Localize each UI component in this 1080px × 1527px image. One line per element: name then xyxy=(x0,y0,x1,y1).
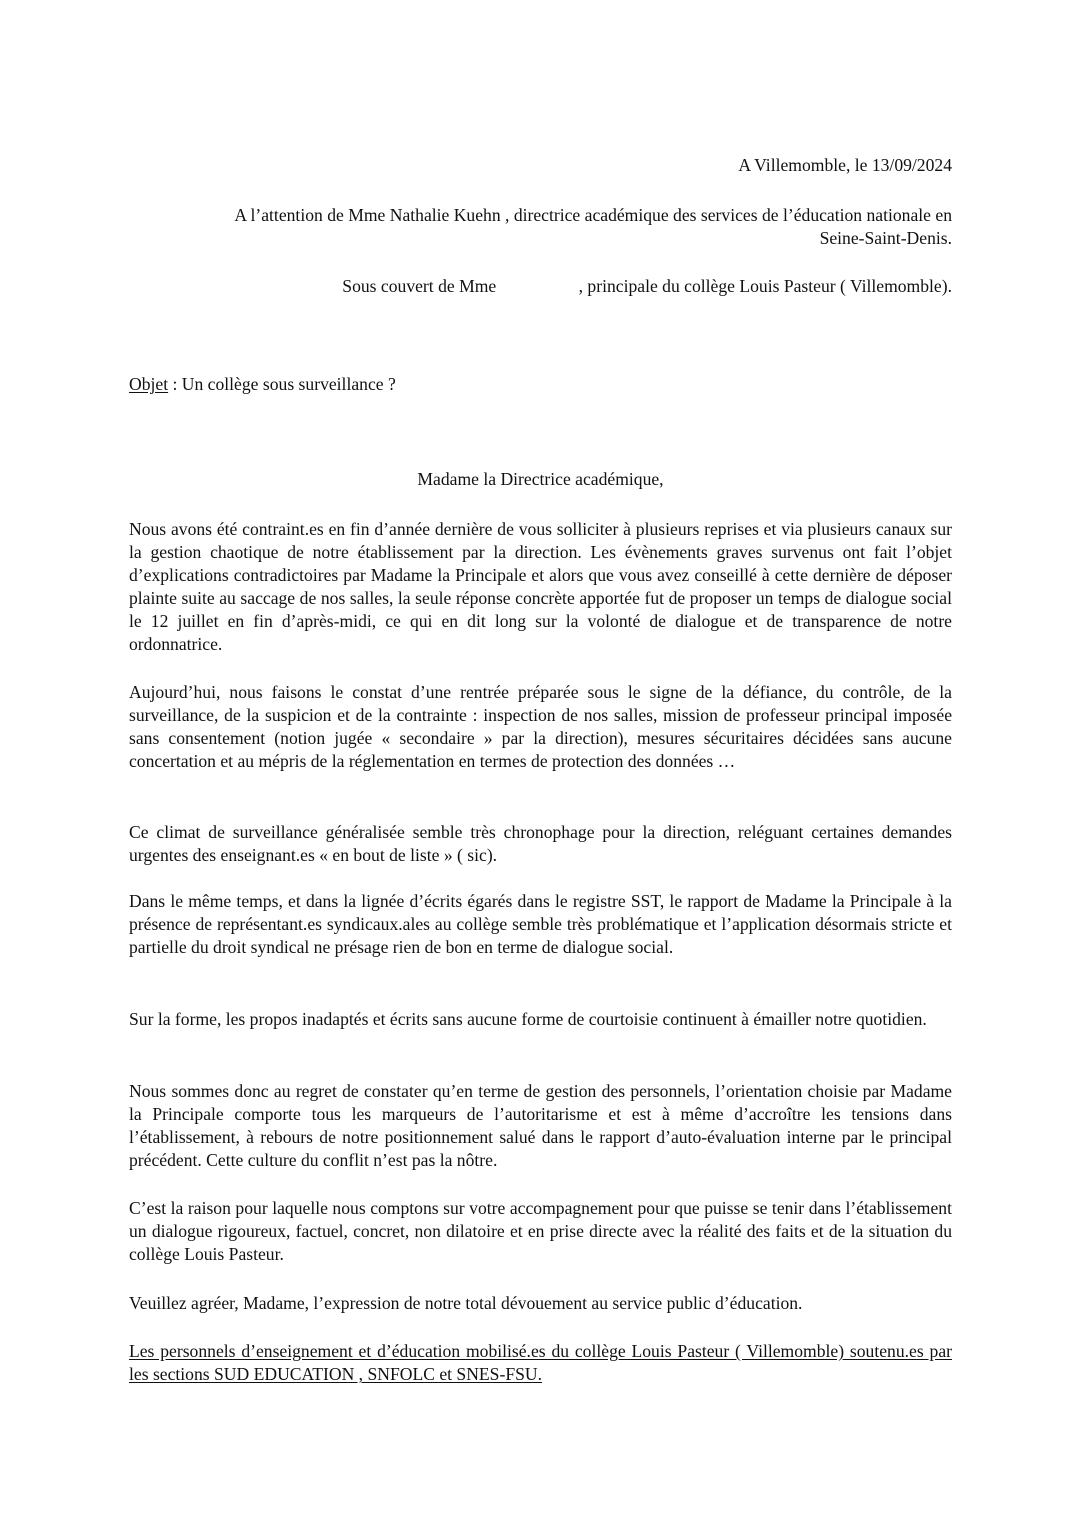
cover-suffix: , principale du collège Louis Pasteur ( Villemomble). xyxy=(578,276,952,296)
paragraph-1: Nous avons été contraint.es en fin d’année dernière de vous solliciter à plusieurs reprises et via plusieurs canaux sur la gestion chaotique de notre établissement par la direction. Les évènements graves survenus ont fait l’objet d’explications contradictoires par Madame la Principale et alors que vous avez conseillé à cette dernière de déposer plainte suite au saccage de nos salles, la seule réponse concrète apportée fut de proposer un temps de dialogue social le 12 juillet en fin d’après-midi, ce qui en dit long sur la volonté de dialogue et de transparence de notre ordonnatrice. xyxy=(129,519,952,654)
paragraph-6: Nous sommes donc au regret de constater qu’en terme de gestion des personnels, l’orientation choisie par Madame la Principale comporte tous les marqueurs de l’autoritarisme et est à même d’accroître les tensions dans l’établissement, à rebours de notre positionnement salué dans le rapport d’auto-évaluation interne par le principal précédent. Cette culture du conflit n’est pas la nôtre. xyxy=(129,1081,952,1170)
subject-line xyxy=(129,373,952,396)
place-date: A Villemomble, le 13/09/2024 xyxy=(738,155,952,175)
signature: Les personnels d’enseignement et d’éducation mobilisé.es du collège Louis Pasteur ( Villemomble) soutenu.es par les sections SUD EDUCATION , SNFOLC et SNES-FSU. xyxy=(129,1341,952,1384)
recipient-line-2: Seine-Saint-Denis. xyxy=(819,228,952,248)
subject-label: Objet xyxy=(129,374,169,394)
subject-text: : Un collège sous surveillance ? xyxy=(168,374,396,394)
paragraph-7: C’est la raison pour laquelle nous comptons sur votre accompagnement pour que puisse se tenir dans l’établissement un dialogue rigoureux, factuel, concret, non dilatoire et en prise directe avec la réalité des faits et de la situation du collège Louis Pasteur. xyxy=(129,1198,952,1264)
paragraph-3: Ce climat de surveillance généralisée semble très chronophage pour la direction, reléguant certaines demandes urgentes des enseignant.es « en bout de liste » ( sic). xyxy=(129,822,952,865)
paragraph-4: Dans le même temps, et dans la lignée d’écrits égarés dans le registre SST, le rapport de Madame la Principale à la présence de représentant.es syndicaux.ales au collège semble très problématique et l’application désormais stricte et partielle du droit syndical ne présage rien de bon en terme de dialogue social. xyxy=(129,891,952,957)
salutation: Madame la Directrice académique, xyxy=(417,469,664,489)
paragraph-8: Veuillez agréer, Madame, l’expression de notre total dévouement au service public d’éducation. xyxy=(129,1293,803,1313)
paragraph-2: Aujourd’hui, nous faisons le constat d’une rentrée préparée sous le signe de la défiance, du contrôle, de la surveillance, de la suspicion et de la contrainte : inspection de nos salles, mission de professeur principal imposée sans consentement (notion jugée « secondaire » par la direction), mesures sécuritaires décidées sans aucune concertation et au mépris de la réglementation en termes de protection des données … xyxy=(129,682,952,771)
paragraph-5: Sur la forme, les propos inadaptés et écrits sans aucune forme de courtoisie continuent à émailler notre quotidien. xyxy=(129,1009,927,1029)
recipient-line-1: A l’attention de Mme Nathalie Kuehn , directrice académique des services de l’éducation nationale en xyxy=(234,205,952,225)
cover-prefix: Sous couvert de Mme xyxy=(342,276,501,296)
cover-line xyxy=(129,275,952,298)
recipient-block xyxy=(129,204,952,250)
redacted-name xyxy=(501,277,579,295)
